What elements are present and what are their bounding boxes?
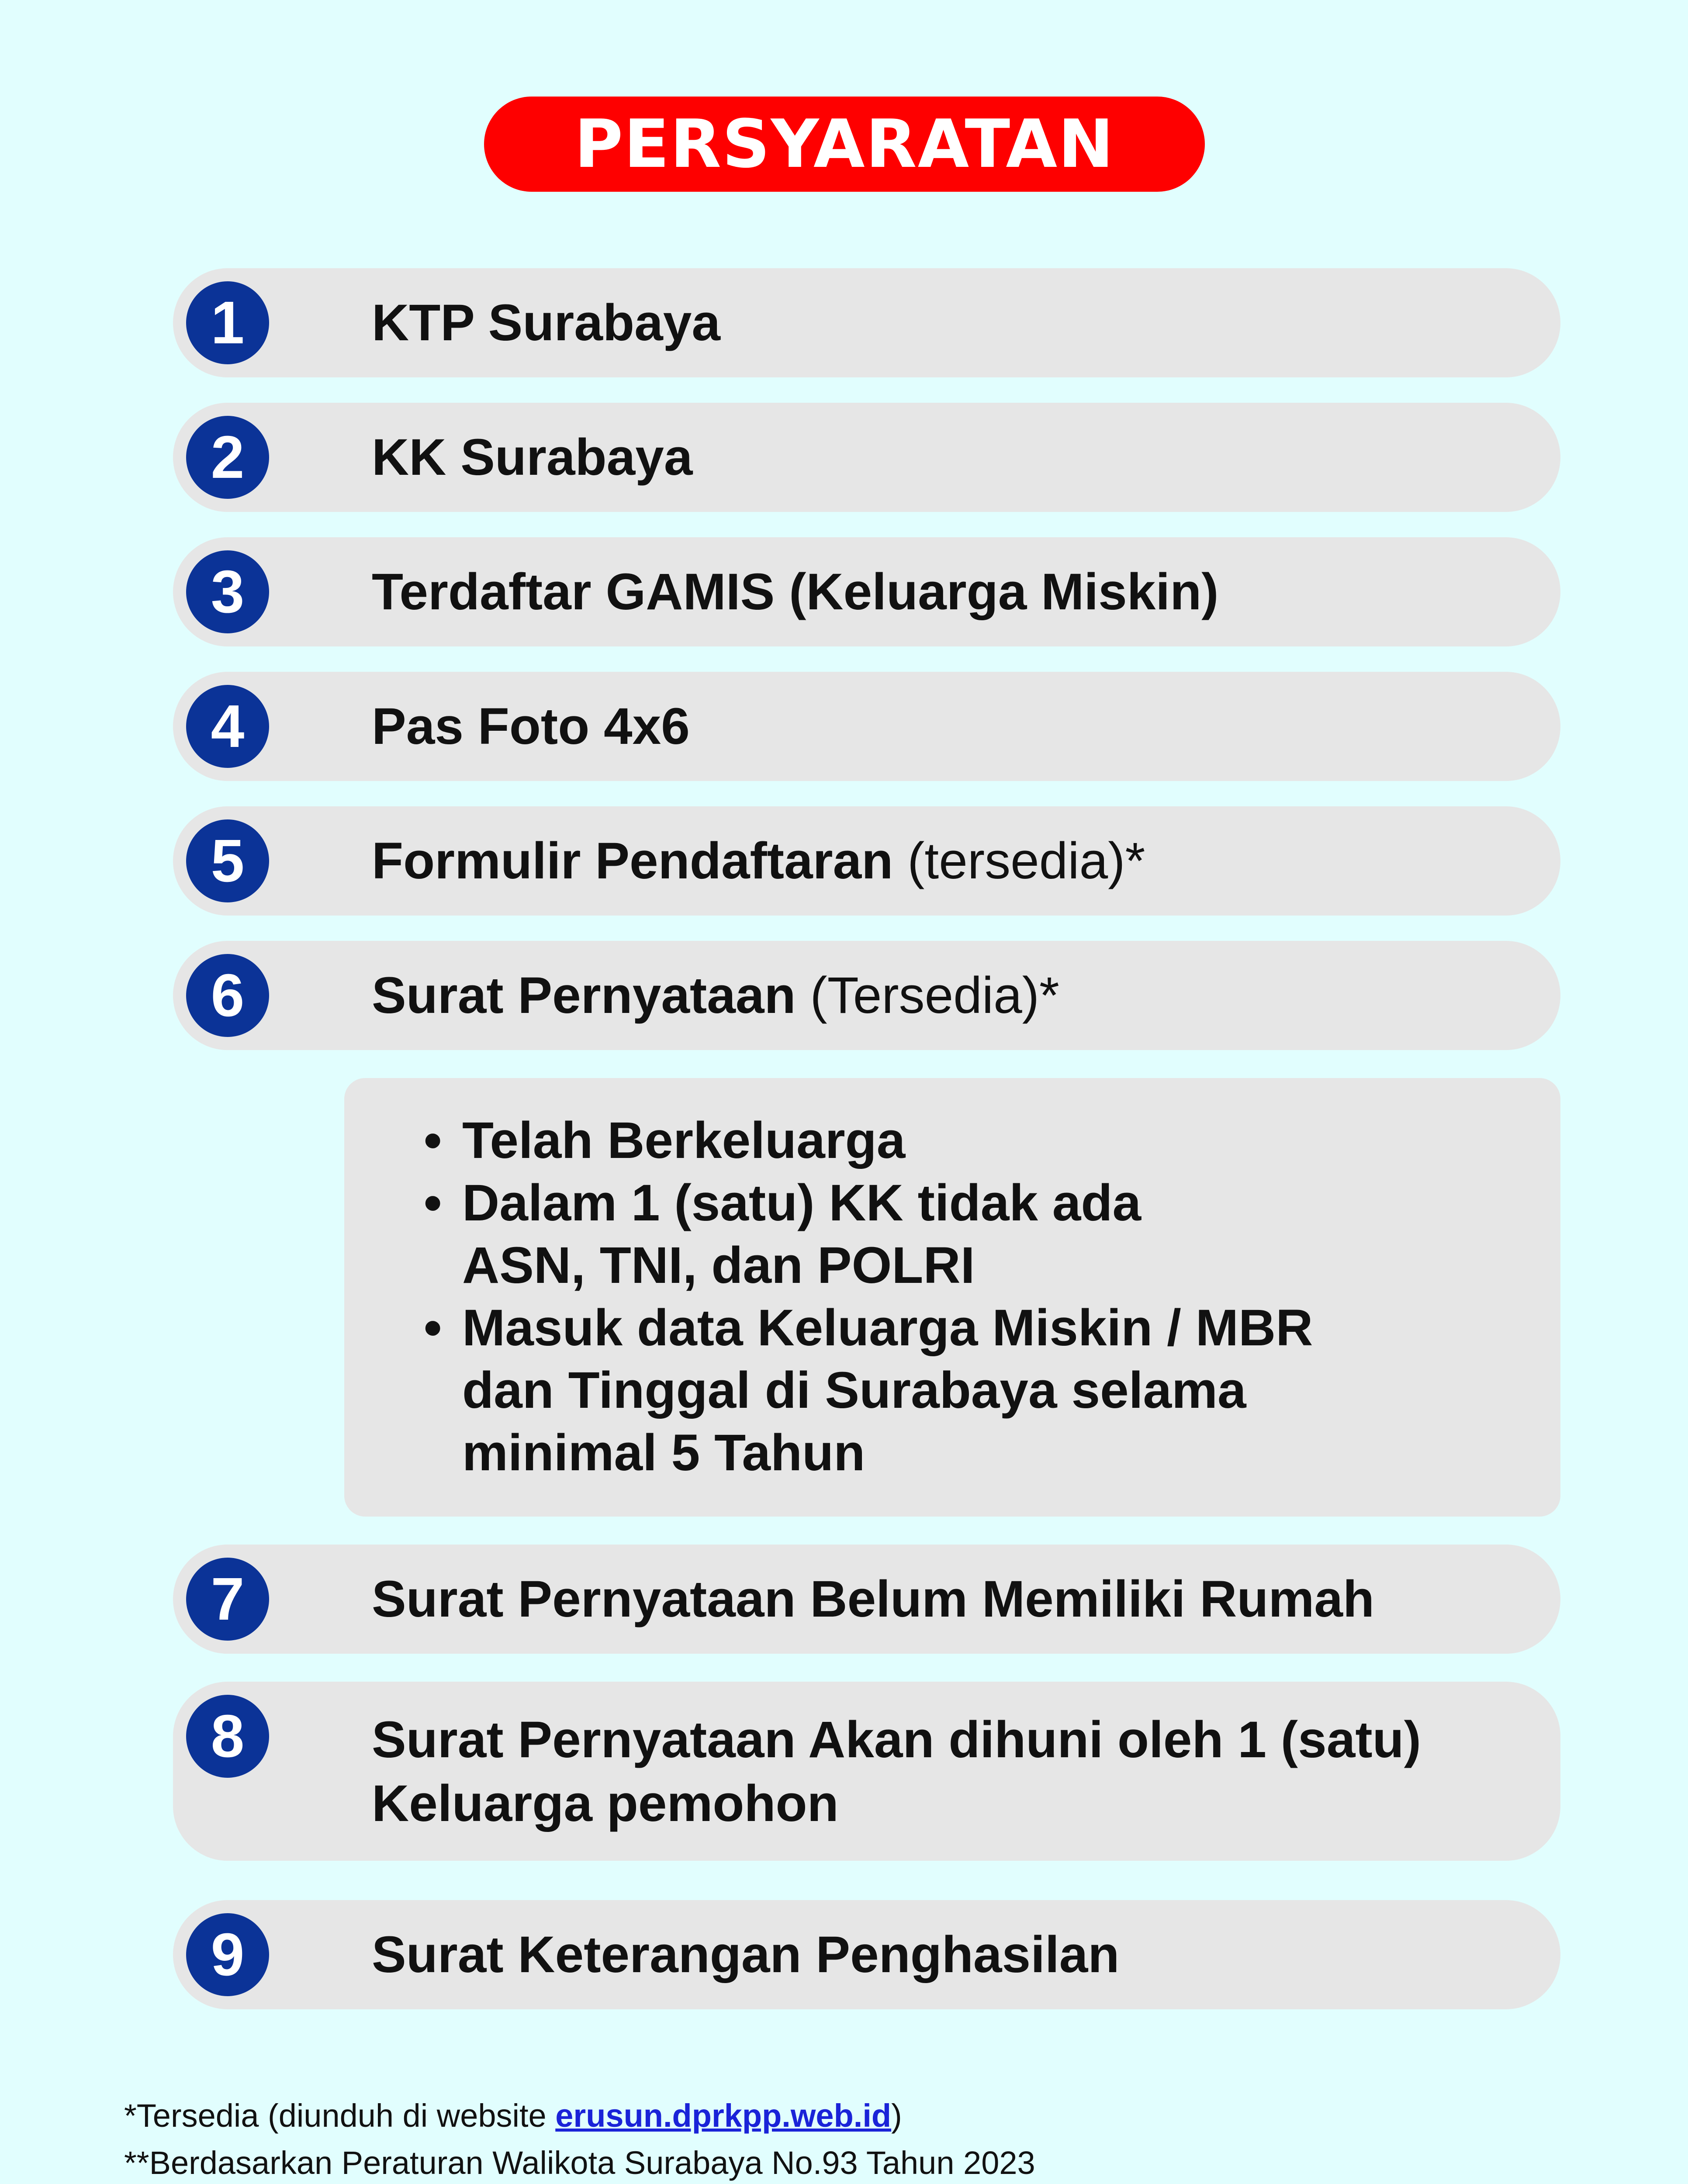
requirement-item-3 bbox=[173, 537, 1560, 646]
requirement-item-9 bbox=[173, 1900, 1560, 2009]
requirement-item-8 bbox=[173, 1682, 1560, 1861]
item-label bbox=[372, 1567, 1534, 1631]
item-label bbox=[372, 425, 1534, 489]
item-label-note: (Tersedia)* bbox=[810, 967, 1059, 1024]
item-label-note: (tersedia)* bbox=[907, 832, 1145, 890]
item-label bbox=[372, 1708, 1551, 1835]
list-item-text: Telah Berkeluarga bbox=[462, 1112, 906, 1169]
bullet-icon: • bbox=[424, 1112, 442, 1169]
item-number-badge: 7 bbox=[186, 1558, 269, 1641]
footnote-1 bbox=[124, 2092, 1035, 2139]
requirement-item-4 bbox=[173, 672, 1560, 781]
item-label bbox=[372, 1923, 1534, 1987]
item-number-badge: 1 bbox=[186, 281, 269, 364]
requirement-item-2 bbox=[173, 403, 1560, 512]
item-number-badge: 2 bbox=[186, 416, 269, 499]
requirement-item-1 bbox=[173, 268, 1560, 377]
item-label bbox=[372, 829, 1534, 893]
item-label-main: Formulir Pendaftaran bbox=[372, 832, 893, 890]
item-number-badge: 9 bbox=[186, 1913, 269, 1996]
list-item-text: Dalam 1 (satu) KK tidak ada ASN, TNI, dan POLRI bbox=[462, 1174, 1141, 1294]
item-number-badge: 8 bbox=[186, 1695, 269, 1778]
item-label bbox=[372, 695, 1534, 758]
item-number-badge: 6 bbox=[186, 954, 269, 1037]
item-label bbox=[372, 291, 1534, 355]
item-label bbox=[372, 964, 1534, 1027]
footnote-1-suffix: ) bbox=[891, 2098, 902, 2134]
item-label-main: KTP Surabaya bbox=[372, 294, 720, 352]
list-item bbox=[424, 1109, 1292, 1172]
statement-details-list bbox=[424, 1109, 1314, 1484]
requirement-item-6 bbox=[173, 941, 1560, 1050]
item-number-badge: 4 bbox=[186, 685, 269, 768]
footnote-2: **Berdasarkan Peraturan Walikota Surabaya No.93 Tahun 2023 bbox=[124, 2145, 1035, 2181]
item-label-main: Surat Pernyataan Belum Memiliki Rumah bbox=[372, 1570, 1375, 1628]
list-item bbox=[424, 1297, 1314, 1484]
bullet-icon: • bbox=[424, 1174, 442, 1232]
bullet-icon: • bbox=[424, 1299, 442, 1357]
page-title: PERSYARATAN bbox=[484, 97, 1205, 192]
requirement-item-5 bbox=[173, 806, 1560, 916]
item-number-badge: 5 bbox=[186, 819, 269, 902]
requirement-item-7 bbox=[173, 1545, 1560, 1654]
item-number-badge: 3 bbox=[186, 550, 269, 633]
website-link[interactable]: erusun.dprkpp.web.id bbox=[555, 2098, 892, 2134]
item-label-main: Surat Pernyataan Akan dihuni oleh 1 (satu) Keluarga pemohon bbox=[372, 1711, 1422, 1832]
footnotes bbox=[124, 2092, 1035, 2184]
item-label-main: Surat Pernyataan bbox=[372, 967, 796, 1024]
footnote-1-prefix: *Tersedia (diunduh di website bbox=[124, 2098, 556, 2134]
item-label-main: Surat Keterangan Penghasilan bbox=[372, 1926, 1120, 1984]
item-label-main: KK Surabaya bbox=[372, 429, 693, 486]
list-item bbox=[424, 1172, 1205, 1297]
item-label bbox=[372, 560, 1534, 624]
item-label-main: Pas Foto 4x6 bbox=[372, 698, 690, 755]
list-item-text: Masuk data Keluarga Miskin / MBR dan Tinggal di Surabaya selama minimal 5 Tahun bbox=[462, 1299, 1313, 1482]
item-label-main: Terdaftar GAMIS (Keluarga Miskin) bbox=[372, 563, 1219, 621]
statement-details-box bbox=[344, 1078, 1560, 1517]
